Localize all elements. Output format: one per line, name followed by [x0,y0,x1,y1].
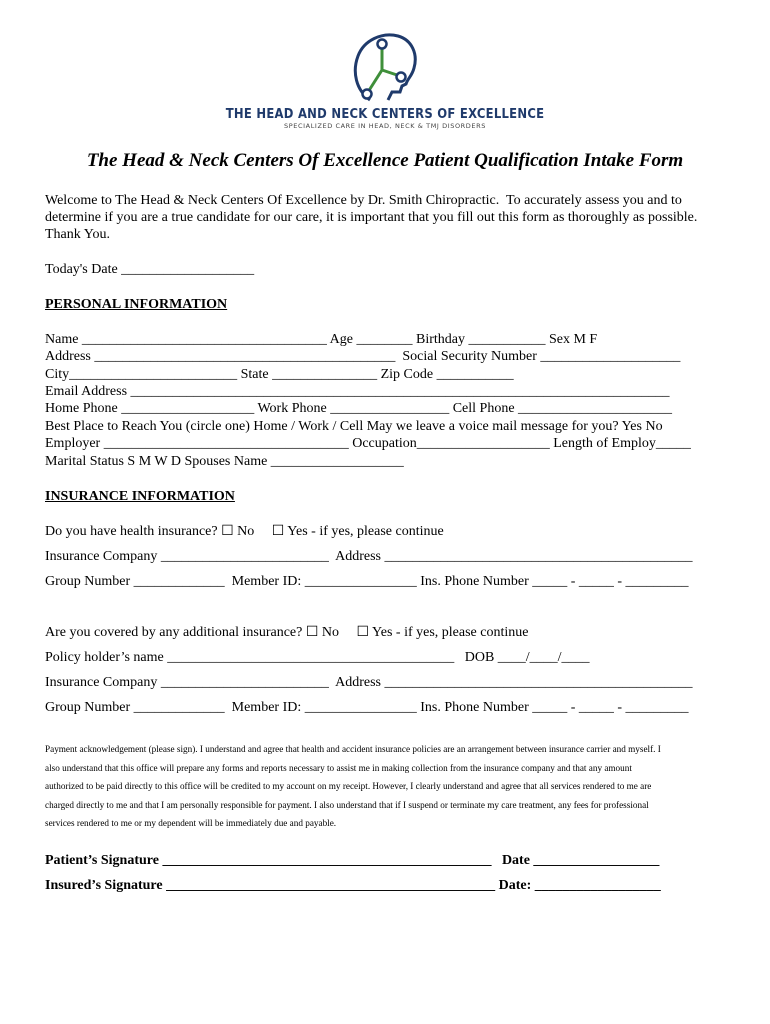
has-insurance-row[interactable]: Do you have health insurance? ☐ No ☐ Yes - if yes, please continue [45,524,444,539]
todays-date-field[interactable]: Today's Date ___________________ [45,262,255,277]
payment-acknowledgement [45,740,735,833]
head-logo-icon [348,30,420,110]
address-ssn-row[interactable]: Address ___________________________________________ Social Security Number ____________________ [45,349,681,364]
insurance-company-row[interactable]: Insurance Company ________________________ Address ____________________________________________ [45,675,693,690]
acknowledgement-line: Payment acknowledgement (please sign). I understand and agree that health and accident insurance policies are an arrangement between insurance carrier and myself. I [45,744,661,754]
phones-row[interactable]: Home Phone ___________________ Work Phone _________________ Cell Phone ______________________ [45,401,673,416]
group-member-row[interactable]: Group Number _____________ Member ID: ________________ Ins. Phone Number _____ - _____ - _________ [45,574,689,589]
acknowledgement-line: authorized to be paid directly to this office will be credited to my account on my receipt. However, I clearly understand and agree that all services rendered to me are [45,781,652,791]
marital-status-row[interactable]: Marital Status S M W D Spouses Name ___________________ [45,454,404,469]
additional-insurance-row[interactable]: Are you covered by any additional insurance? ☐ No ☐ Yes - if yes, please continue [45,625,529,640]
contact-preference-row[interactable]: Best Place to Reach You (circle one) Home / Work / Cell May we leave a voice mail message for you? Yes No [45,419,663,434]
policy-holder-row[interactable]: Policy holder’s name _________________________________________ DOB ____/____/____ [45,650,590,665]
insurance-info-heading: INSURANCE INFORMATION [45,489,235,504]
welcome-line: determine if you are a true candidate for our care, it is important that you fill out this form as thoroughly as possible. [45,210,698,225]
welcome-line: Thank You. [45,227,110,242]
acknowledgement-line: services rendered to me or my dependent will be immediately due and payable. [45,818,337,828]
form-title: The Head & Neck Centers Of Excellence Patient Qualification Intake Form [86,150,684,171]
acknowledgement-line: charged directly to me and that I am personally responsible for payment. I also understand that if I suspend or terminate my care treatment, any fees for professional [45,799,649,810]
patient-signature-row[interactable]: Patient’s Signature _______________________________________________ Date __________________ [45,853,660,868]
org-tagline: SPECIALIZED CARE IN HEAD, NECK & TMJ DISORDERS [284,122,486,130]
welcome-line: Welcome to The Head & Neck Centers Of Excellence by Dr. Smith Chiropractic. To accurately assess you and to [45,193,682,208]
employment-row[interactable]: Employer ___________________________________ Occupation___________________ Length of Employ_____ [45,436,691,451]
city-state-zip-row[interactable]: City________________________ State _______________ Zip Code ___________ [45,367,514,382]
org-name: THE HEAD AND NECK CENTERS OF EXCELLENCE [225,106,545,122]
insured-signature-row[interactable]: Insured’s Signature _______________________________________________ Date: __________________ [45,878,661,893]
group-member-row[interactable]: Group Number _____________ Member ID: ________________ Ins. Phone Number _____ - _____ - _________ [45,700,689,715]
name-age-birthday-row[interactable]: Name ___________________________________ Age ________ Birthday ___________ Sex M F [45,332,598,347]
insurance-company-row[interactable]: Insurance Company ________________________ Address ____________________________________________ [45,549,693,564]
email-row[interactable]: Email Address _____________________________________________________________________________ [45,384,670,399]
acknowledgement-line: also understand that this office will prepare any forms and reports necessary to assist me in making collection from the insurance company and that any amount [45,762,632,773]
personal-info-heading: PERSONAL INFORMATION [45,297,228,312]
